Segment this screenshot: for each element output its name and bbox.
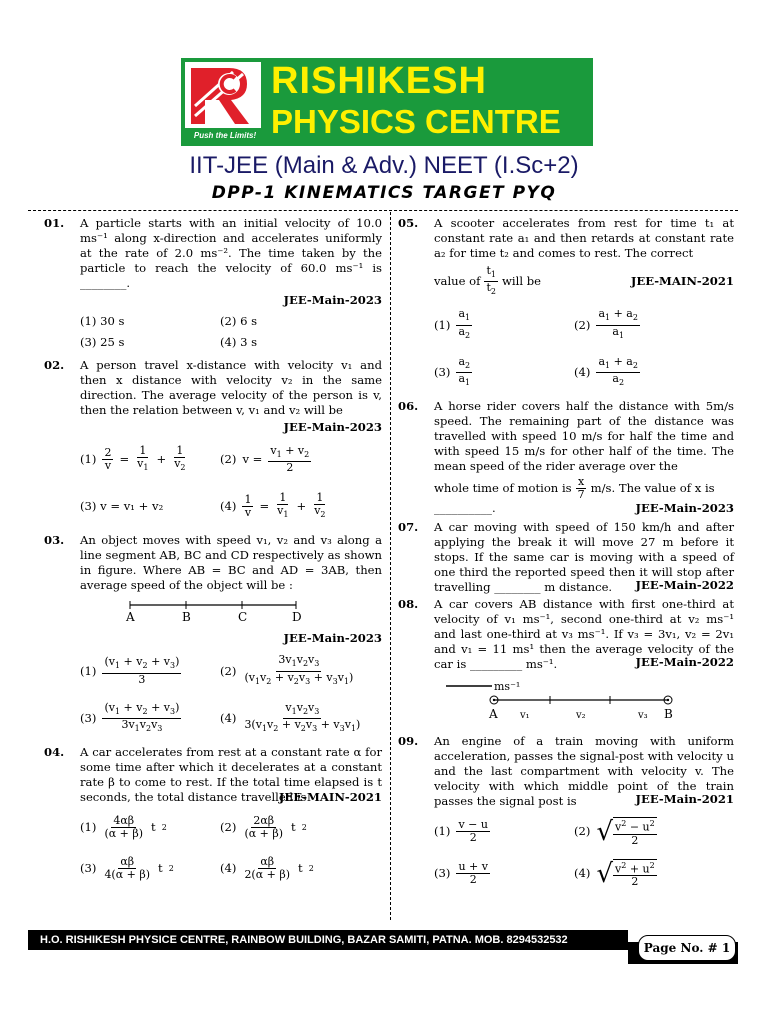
dpp-title: DPP-1 KINEMATICS TARGET PYQ xyxy=(211,183,557,203)
question-number: 02. xyxy=(44,358,65,372)
option-3: (3) $\frac{u + v}{2}$ xyxy=(434,860,488,887)
question-01 xyxy=(44,216,382,350)
question-text-end: __________. JEE-Main-2023 xyxy=(434,501,734,516)
option-2: (2) $\frac{a_1 + a_2}{a_1}$ xyxy=(574,307,638,340)
point-b: B xyxy=(182,610,191,625)
question-text: A person travel x-distance with velocity v₁ and then x distance with velocity v₂ in the same direction. The average velocity of the person is v, then the relation between v, v₁ and v₂ will be xyxy=(80,358,382,417)
question-05 xyxy=(398,216,734,389)
options xyxy=(80,815,382,881)
question-03 xyxy=(44,533,382,735)
tagline: Push the Limits! xyxy=(193,131,257,140)
point-c: C xyxy=(238,610,248,625)
option-2: (2) $\frac{3v_1v_2v_3}{(v_1v_2 + v_2v_3 + v_3v_1)}$ xyxy=(220,653,354,686)
option-3: (3) $\frac{\alpha\beta}{4(\alpha + \beta)}$ t 2 xyxy=(80,855,174,882)
option-2: (2) v = $\frac{v_1 + v_2}{2}$ xyxy=(220,444,310,475)
question-text: A car covers AB distance with first one-third at velocity of v₁ ms⁻¹, second one-third at v₂ ms⁻¹ and last one-third at v₃ ms⁻¹. If v₃ = 3v₁, v₂ = 2v₁ and v₁ = 11 ms¹ then the average velocity of the car is _________ ms⁻¹. xyxy=(434,597,734,672)
brand-line2: PHYSICS CENTRE xyxy=(271,103,561,140)
label-v1: v₁ xyxy=(520,710,530,722)
label-v3: v₃ xyxy=(638,710,648,722)
segment-figure xyxy=(80,599,380,625)
car-figure xyxy=(428,676,728,726)
question-number: 03. xyxy=(44,533,65,548)
right-column xyxy=(398,216,734,890)
option-4: (4) $\frac{1}{v}$ = $\frac{1}{v_1}$ + $\frac{1}{v_2}$ xyxy=(220,491,326,520)
left-column xyxy=(44,216,382,883)
options xyxy=(434,817,734,888)
option-4: (4) $\frac{v_1v_2v_3}{3(v_1v_2 + v_2v_3 + v_3v_1)}$ xyxy=(220,700,361,734)
point-b: B xyxy=(664,707,673,722)
option-3: (3) v = v₁ + v₂ xyxy=(80,499,164,514)
question-06 xyxy=(398,399,734,516)
option-4: (4) $\frac{a_1 + a_2}{a_2}$ xyxy=(574,354,638,388)
options xyxy=(80,654,382,735)
option-1: (1) 30 s xyxy=(80,314,125,328)
question-number: 01. xyxy=(44,216,65,230)
question-09 xyxy=(398,734,734,888)
option-1: (1) $\frac{v - u}{2}$ xyxy=(434,818,488,845)
column-divider xyxy=(390,212,391,920)
question-02 xyxy=(44,358,382,521)
option-2: (2) 6 s xyxy=(220,314,258,328)
option-4: (4) √ $\frac{v^2 + u^2}{2}$ xyxy=(574,858,655,889)
question-text-cont: whole time of motion is $\frac{x}{7}$ m/s. The value of x is xyxy=(434,475,715,502)
exam-tag: JEE-Main-2022 xyxy=(635,655,734,670)
exam-tag: JEE-Main-2023 xyxy=(283,293,382,307)
logo-icon xyxy=(185,62,261,128)
question-number: 07. xyxy=(398,520,419,535)
question-number: 05. xyxy=(398,216,419,230)
option-2: (2) √ $\frac{v^2 - u^2}{2}$ xyxy=(574,816,655,847)
footer-address: H.O. RISHIKESH PHYSICE CENTRE, RAINBOW BUILDING, BAZAR SAMITI, PATNA. MOB. 8294532532 xyxy=(28,930,628,950)
question-04 xyxy=(44,745,382,881)
option-3: (3) 25 s xyxy=(80,335,125,349)
question-text: A scooter accelerates from rest for time t₁ at constant rate a₁ and then retards at constant rate a₂ for time t₂ and comes to rest. The correct xyxy=(434,216,734,260)
exam-tag: JEE-Main-2023 xyxy=(283,420,382,434)
option-1: (1) $\frac{(v_1 + v_2 + v_3)}{3}$ xyxy=(80,655,180,686)
question-text: A horse rider covers half the distance with 5m/s speed. The remaining part of the distance was travelled with speed 10 m/s for half the time and with speed 15 m/s for other half of the time. The mean speed of the rider average over the xyxy=(434,399,734,474)
option-3: (3) $\frac{a_2}{a_1}$ xyxy=(434,354,471,388)
question-08 xyxy=(398,597,734,730)
unit-label: ms⁻¹ xyxy=(494,680,521,694)
question-number: 04. xyxy=(44,745,65,760)
point-d: D xyxy=(292,610,302,625)
subtitle: IIT-JEE (Main & Adv.) NEET (I.Sc+2) xyxy=(189,152,579,179)
exam-tag: JEE-Main-2023 xyxy=(635,501,734,516)
options xyxy=(434,308,734,389)
option-1: (1) $\frac{2}{v}$ = $\frac{1}{v_1}$ + $\frac{1}{v_2}$ xyxy=(80,444,186,473)
question-text-cont: value of $\frac{t_1}{t_2}$ will be JEE-MAIN-2021 xyxy=(434,264,734,297)
option-2: (2) $\frac{2\alpha\beta}{(\alpha + \beta)}$ t 2 xyxy=(220,814,307,841)
question-07 xyxy=(398,520,734,593)
exam-tag: JEE-MAIN-2021 xyxy=(630,274,734,289)
label-v2: v₂ xyxy=(576,710,586,722)
point-a: A xyxy=(126,610,135,625)
exam-tag: JEE-Main-2022 xyxy=(635,578,734,593)
exam-tag: JEE-Main-2021 xyxy=(635,792,734,807)
option-1: (1) $\frac{4\alpha\beta}{(\alpha + \beta)}$ t 2 xyxy=(80,814,167,841)
option-4: (4) 3 s xyxy=(220,335,258,349)
header-banner xyxy=(181,58,593,146)
question-text: A particle starts with an initial velocity of 10.0 ms⁻¹ along x-direction and accelerates uniformly at the rate of 2.0 ms⁻². The time taken by the particle to reach the velocity of 60.0 ms⁻¹ is ________. xyxy=(80,216,382,290)
question-number: 09. xyxy=(398,734,419,749)
brand-line1: RISHIKESH xyxy=(271,60,487,102)
option-3: (3) $\frac{(v_1 + v_2 + v_3)}{3v_1v_2v_3}$ xyxy=(80,700,180,734)
options xyxy=(80,445,382,521)
question-text: An engine of a train moving with uniform acceleration, passes the signal-post with velocity u and the last compartment with velocity v. The velocity with which middle point of the train passes the signal post is xyxy=(434,734,734,809)
question-text: A car moving with speed of 150 km/h and after applying the break it will move 27 m before it stops. If the same car is moving with a speed of one third the reported speed then it will stop after travelling ________ m distance. xyxy=(434,520,734,595)
exam-tag: JEE-MAIN-2021 xyxy=(278,790,382,805)
page-number: Page No. # 1 xyxy=(638,935,736,961)
divider-top xyxy=(28,210,738,211)
question-number: 08. xyxy=(398,597,419,612)
question-number: 06. xyxy=(398,399,419,414)
exam-tag: JEE-Main-2023 xyxy=(283,631,382,646)
option-4: (4) $\frac{\alpha\beta}{2(\alpha + \beta)}$ t 2 xyxy=(220,855,314,882)
question-text: An object moves with speed v₁, v₂ and v₃ along a line segment AB, BC and CD respectively as shown in figure. Where AB = BC and AD = 3AB, then average speed of the object will be : xyxy=(80,533,382,593)
options xyxy=(80,314,382,350)
option-1: (1) $\frac{a_1}{a_2}$ xyxy=(434,307,471,340)
question-text: A car accelerates from rest at a constant rate α for some time after which it decelerates at a constant rate β to come to rest. If the total time elapsed is t seconds, the total distance travelled is xyxy=(80,745,382,805)
point-a: A xyxy=(489,707,498,722)
